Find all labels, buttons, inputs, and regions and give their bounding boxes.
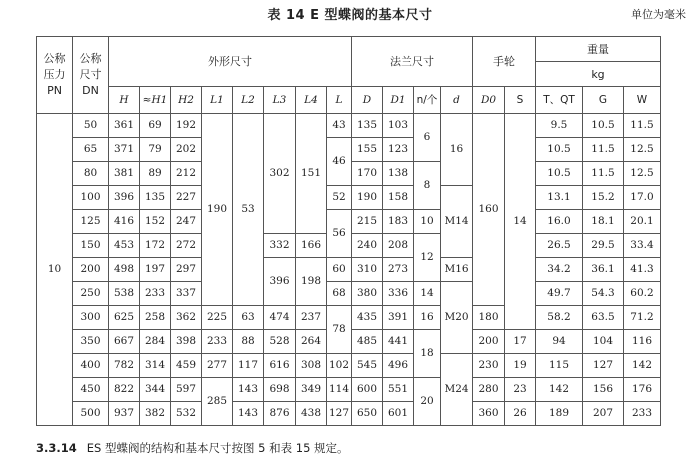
cell-L2: 63 [233, 306, 264, 330]
cell-D1: 601 [383, 402, 414, 426]
cell-L3: 698 [264, 378, 296, 402]
cell-H: 381 [109, 162, 140, 186]
cell-n: 10 [414, 210, 441, 234]
cell-L2: 117 [233, 354, 264, 378]
cell-TQT: 189 [536, 402, 583, 426]
cell-D0: 230 [473, 354, 505, 378]
cell-D1: 273 [383, 258, 414, 282]
cell-D1: 551 [383, 378, 414, 402]
cell-W: 12.5 [624, 162, 661, 186]
cell-D1: 103 [383, 114, 414, 138]
cell-L: 43 [327, 114, 352, 138]
cell-L1: 225 [202, 306, 233, 330]
cell-D: 310 [352, 258, 383, 282]
cell-G: 207 [583, 402, 624, 426]
cell-L3: 528 [264, 330, 296, 354]
header-pn: 公称压力PN [37, 37, 73, 114]
col-G: G [583, 87, 624, 114]
cell-dn: 450 [73, 378, 109, 402]
cell-n: 20 [414, 378, 441, 426]
cell-D0: 360 [473, 402, 505, 426]
col-L3: L3 [264, 87, 296, 114]
cell-D0: 200 [473, 330, 505, 354]
cell-W: 17.0 [624, 186, 661, 210]
cell-dn: 150 [73, 234, 109, 258]
col-n: n/个 [414, 87, 441, 114]
cell-dn: 250 [73, 282, 109, 306]
cell-dn: 100 [73, 186, 109, 210]
cell-H1: 284 [140, 330, 171, 354]
col-H1: ≈H1 [140, 87, 171, 114]
cell-W: 60.2 [624, 282, 661, 306]
cell-G: 104 [583, 330, 624, 354]
cell-d: M14 [441, 186, 473, 258]
cell-D: 435 [352, 306, 383, 330]
cell-d: M16 [441, 258, 473, 282]
col-L4: L4 [296, 87, 327, 114]
cell-dn: 300 [73, 306, 109, 330]
cell-H1: 314 [140, 354, 171, 378]
cell-D: 485 [352, 330, 383, 354]
cell-G: 11.5 [583, 138, 624, 162]
pn-cell: 10 [37, 114, 73, 426]
cell-dn: 125 [73, 210, 109, 234]
cell-L2: 143 [233, 402, 264, 426]
cell-G: 29.5 [583, 234, 624, 258]
cell-dn: 80 [73, 162, 109, 186]
cell-H: 937 [109, 402, 140, 426]
cell-L4: 264 [296, 330, 327, 354]
header-outline: 外形尺寸 [109, 37, 352, 87]
cell-D: 135 [352, 114, 383, 138]
footnote [36, 440, 349, 456]
cell-D: 190 [352, 186, 383, 210]
cell-H1: 382 [140, 402, 171, 426]
cell-D1: 138 [383, 162, 414, 186]
cell-D1: 496 [383, 354, 414, 378]
cell-L: 68 [327, 282, 352, 306]
cell-L4: 349 [296, 378, 327, 402]
cell-S: 26 [505, 402, 536, 426]
cell-TQT: 13.1 [536, 186, 583, 210]
cell-TQT: 16.0 [536, 210, 583, 234]
cell-W: 233 [624, 402, 661, 426]
cell-H: 416 [109, 210, 140, 234]
cell-L4: 237 [296, 306, 327, 330]
cell-H1: 172 [140, 234, 171, 258]
cell-G: 54.3 [583, 282, 624, 306]
cell-H: 822 [109, 378, 140, 402]
cell-L1: 277 [202, 354, 233, 378]
cell-L3: 876 [264, 402, 296, 426]
cell-H2: 532 [171, 402, 202, 426]
cell-D0: 160 [473, 114, 505, 306]
col-H: H [109, 87, 140, 114]
cell-TQT: 94 [536, 330, 583, 354]
table-row [37, 114, 661, 138]
cell-dn: 200 [73, 258, 109, 282]
cell-H1: 135 [140, 186, 171, 210]
cell-D1: 208 [383, 234, 414, 258]
cell-H2: 398 [171, 330, 202, 354]
cell-H: 625 [109, 306, 140, 330]
cell-dn: 50 [73, 114, 109, 138]
cell-TQT: 49.7 [536, 282, 583, 306]
cell-H: 782 [109, 354, 140, 378]
cell-L4: 166 [296, 234, 327, 258]
cell-G: 18.1 [583, 210, 624, 234]
cell-G: 10.5 [583, 114, 624, 138]
cell-D: 155 [352, 138, 383, 162]
cell-D: 545 [352, 354, 383, 378]
header-weight: 重量 [536, 37, 661, 62]
cell-W: 12.5 [624, 138, 661, 162]
cell-TQT: 26.5 [536, 234, 583, 258]
cell-L3: 302 [264, 114, 296, 234]
unit-label: 单位为毫米 [631, 8, 686, 21]
cell-dn: 65 [73, 138, 109, 162]
table-row [37, 402, 661, 426]
table-row [37, 378, 661, 402]
cell-H2: 227 [171, 186, 202, 210]
cell-L1: 233 [202, 330, 233, 354]
col-H2: H2 [171, 87, 202, 114]
cell-H2: 272 [171, 234, 202, 258]
cell-G: 156 [583, 378, 624, 402]
cell-L: 127 [327, 402, 352, 426]
cell-D1: 158 [383, 186, 414, 210]
cell-D1: 441 [383, 330, 414, 354]
col-S: S [505, 87, 536, 114]
table-row [37, 282, 661, 306]
cell-H2: 337 [171, 282, 202, 306]
cell-H: 396 [109, 186, 140, 210]
cell-L2: 88 [233, 330, 264, 354]
cell-L: 114 [327, 378, 352, 402]
cell-L3: 396 [264, 258, 296, 306]
cell-n: 8 [414, 162, 441, 210]
table-row [37, 258, 661, 282]
cell-L2: 53 [233, 114, 264, 306]
cell-n: 18 [414, 330, 441, 378]
cell-H2: 297 [171, 258, 202, 282]
col-W: W [624, 87, 661, 114]
cell-n: 14 [414, 282, 441, 306]
cell-G: 11.5 [583, 162, 624, 186]
cell-D: 240 [352, 234, 383, 258]
col-D0: D0 [473, 87, 505, 114]
cell-D1: 183 [383, 210, 414, 234]
cell-L4: 308 [296, 354, 327, 378]
header-weight-unit: kg [536, 62, 661, 87]
cell-L4: 198 [296, 258, 327, 306]
cell-L: 46 [327, 138, 352, 186]
cell-H: 538 [109, 282, 140, 306]
cell-TQT: 10.5 [536, 162, 583, 186]
cell-H2: 192 [171, 114, 202, 138]
cell-L: 56 [327, 210, 352, 258]
col-d: d [441, 87, 473, 114]
cell-W: 142 [624, 354, 661, 378]
col-L2: L2 [233, 87, 264, 114]
cell-L1: 190 [202, 114, 233, 306]
cell-H1: 258 [140, 306, 171, 330]
cell-TQT: 9.5 [536, 114, 583, 138]
cell-G: 36.1 [583, 258, 624, 282]
cell-H1: 79 [140, 138, 171, 162]
cell-H: 667 [109, 330, 140, 354]
cell-dn: 500 [73, 402, 109, 426]
cell-W: 33.4 [624, 234, 661, 258]
cell-dn: 350 [73, 330, 109, 354]
cell-D1: 123 [383, 138, 414, 162]
table-row [37, 210, 661, 234]
cell-S: 19 [505, 354, 536, 378]
cell-G: 15.2 [583, 186, 624, 210]
footnote-text: ES 型蝶阀的结构和基本尺寸按图 5 和表 15 规定。 [86, 441, 349, 455]
header-flange: 法兰尺寸 [352, 37, 473, 87]
cell-G: 63.5 [583, 306, 624, 330]
cell-H2: 362 [171, 306, 202, 330]
cell-d: M24 [441, 354, 473, 426]
cell-D: 380 [352, 282, 383, 306]
cell-TQT: 58.2 [536, 306, 583, 330]
cell-L4: 151 [296, 114, 327, 234]
cell-H2: 212 [171, 162, 202, 186]
cell-H1: 152 [140, 210, 171, 234]
col-TQT: T、QT [536, 87, 583, 114]
cell-H1: 89 [140, 162, 171, 186]
table-row [37, 138, 661, 162]
cell-D0: 280 [473, 378, 505, 402]
cell-H2: 459 [171, 354, 202, 378]
cell-S: 17 [505, 330, 536, 354]
cell-TQT: 115 [536, 354, 583, 378]
cell-W: 20.1 [624, 210, 661, 234]
cell-D1: 391 [383, 306, 414, 330]
cell-L3: 474 [264, 306, 296, 330]
table-row [37, 306, 661, 330]
cell-S: 23 [505, 378, 536, 402]
cell-n: 6 [414, 114, 441, 162]
cell-D0: 180 [473, 306, 505, 330]
footnote-number: 3.3.14 [36, 441, 77, 455]
cell-D: 215 [352, 210, 383, 234]
cell-H: 453 [109, 234, 140, 258]
cell-D1: 336 [383, 282, 414, 306]
col-L: L [327, 87, 352, 114]
cell-n: 12 [414, 234, 441, 282]
cell-W: 176 [624, 378, 661, 402]
col-L1: L1 [202, 87, 233, 114]
col-D: D [352, 87, 383, 114]
cell-L3: 332 [264, 234, 296, 258]
cell-W: 41.3 [624, 258, 661, 282]
cell-H2: 247 [171, 210, 202, 234]
cell-L: 52 [327, 186, 352, 210]
cell-H2: 597 [171, 378, 202, 402]
cell-n: 16 [414, 306, 441, 330]
cell-TQT: 10.5 [536, 138, 583, 162]
cell-H: 498 [109, 258, 140, 282]
cell-W: 11.5 [624, 114, 661, 138]
cell-H1: 344 [140, 378, 171, 402]
cell-H1: 69 [140, 114, 171, 138]
cell-TQT: 34.2 [536, 258, 583, 282]
cell-W: 116 [624, 330, 661, 354]
cell-H1: 197 [140, 258, 171, 282]
header-dn: 公称尺寸DN [73, 37, 109, 114]
cell-S: 14 [505, 114, 536, 330]
dimensions-table [36, 36, 661, 426]
cell-H: 361 [109, 114, 140, 138]
cell-dn: 400 [73, 354, 109, 378]
cell-d: 16 [441, 114, 473, 186]
cell-L2: 143 [233, 378, 264, 402]
cell-W: 71.2 [624, 306, 661, 330]
cell-L1: 285 [202, 378, 233, 426]
cell-H1: 233 [140, 282, 171, 306]
cell-G: 127 [583, 354, 624, 378]
cell-L4: 438 [296, 402, 327, 426]
cell-TQT: 142 [536, 378, 583, 402]
cell-d: M20 [441, 282, 473, 354]
cell-L3: 616 [264, 354, 296, 378]
table-row [37, 354, 661, 378]
cell-L: 60 [327, 258, 352, 282]
header-handwheel: 手轮 [473, 37, 536, 87]
cell-L: 78 [327, 306, 352, 354]
cell-H: 371 [109, 138, 140, 162]
cell-D: 650 [352, 402, 383, 426]
cell-D: 170 [352, 162, 383, 186]
table-title: 表 14 E 型蝶阀的基本尺寸 [267, 8, 433, 23]
cell-L: 102 [327, 354, 352, 378]
cell-D: 600 [352, 378, 383, 402]
table-row [37, 186, 661, 210]
col-D1: D1 [383, 87, 414, 114]
cell-H2: 202 [171, 138, 202, 162]
